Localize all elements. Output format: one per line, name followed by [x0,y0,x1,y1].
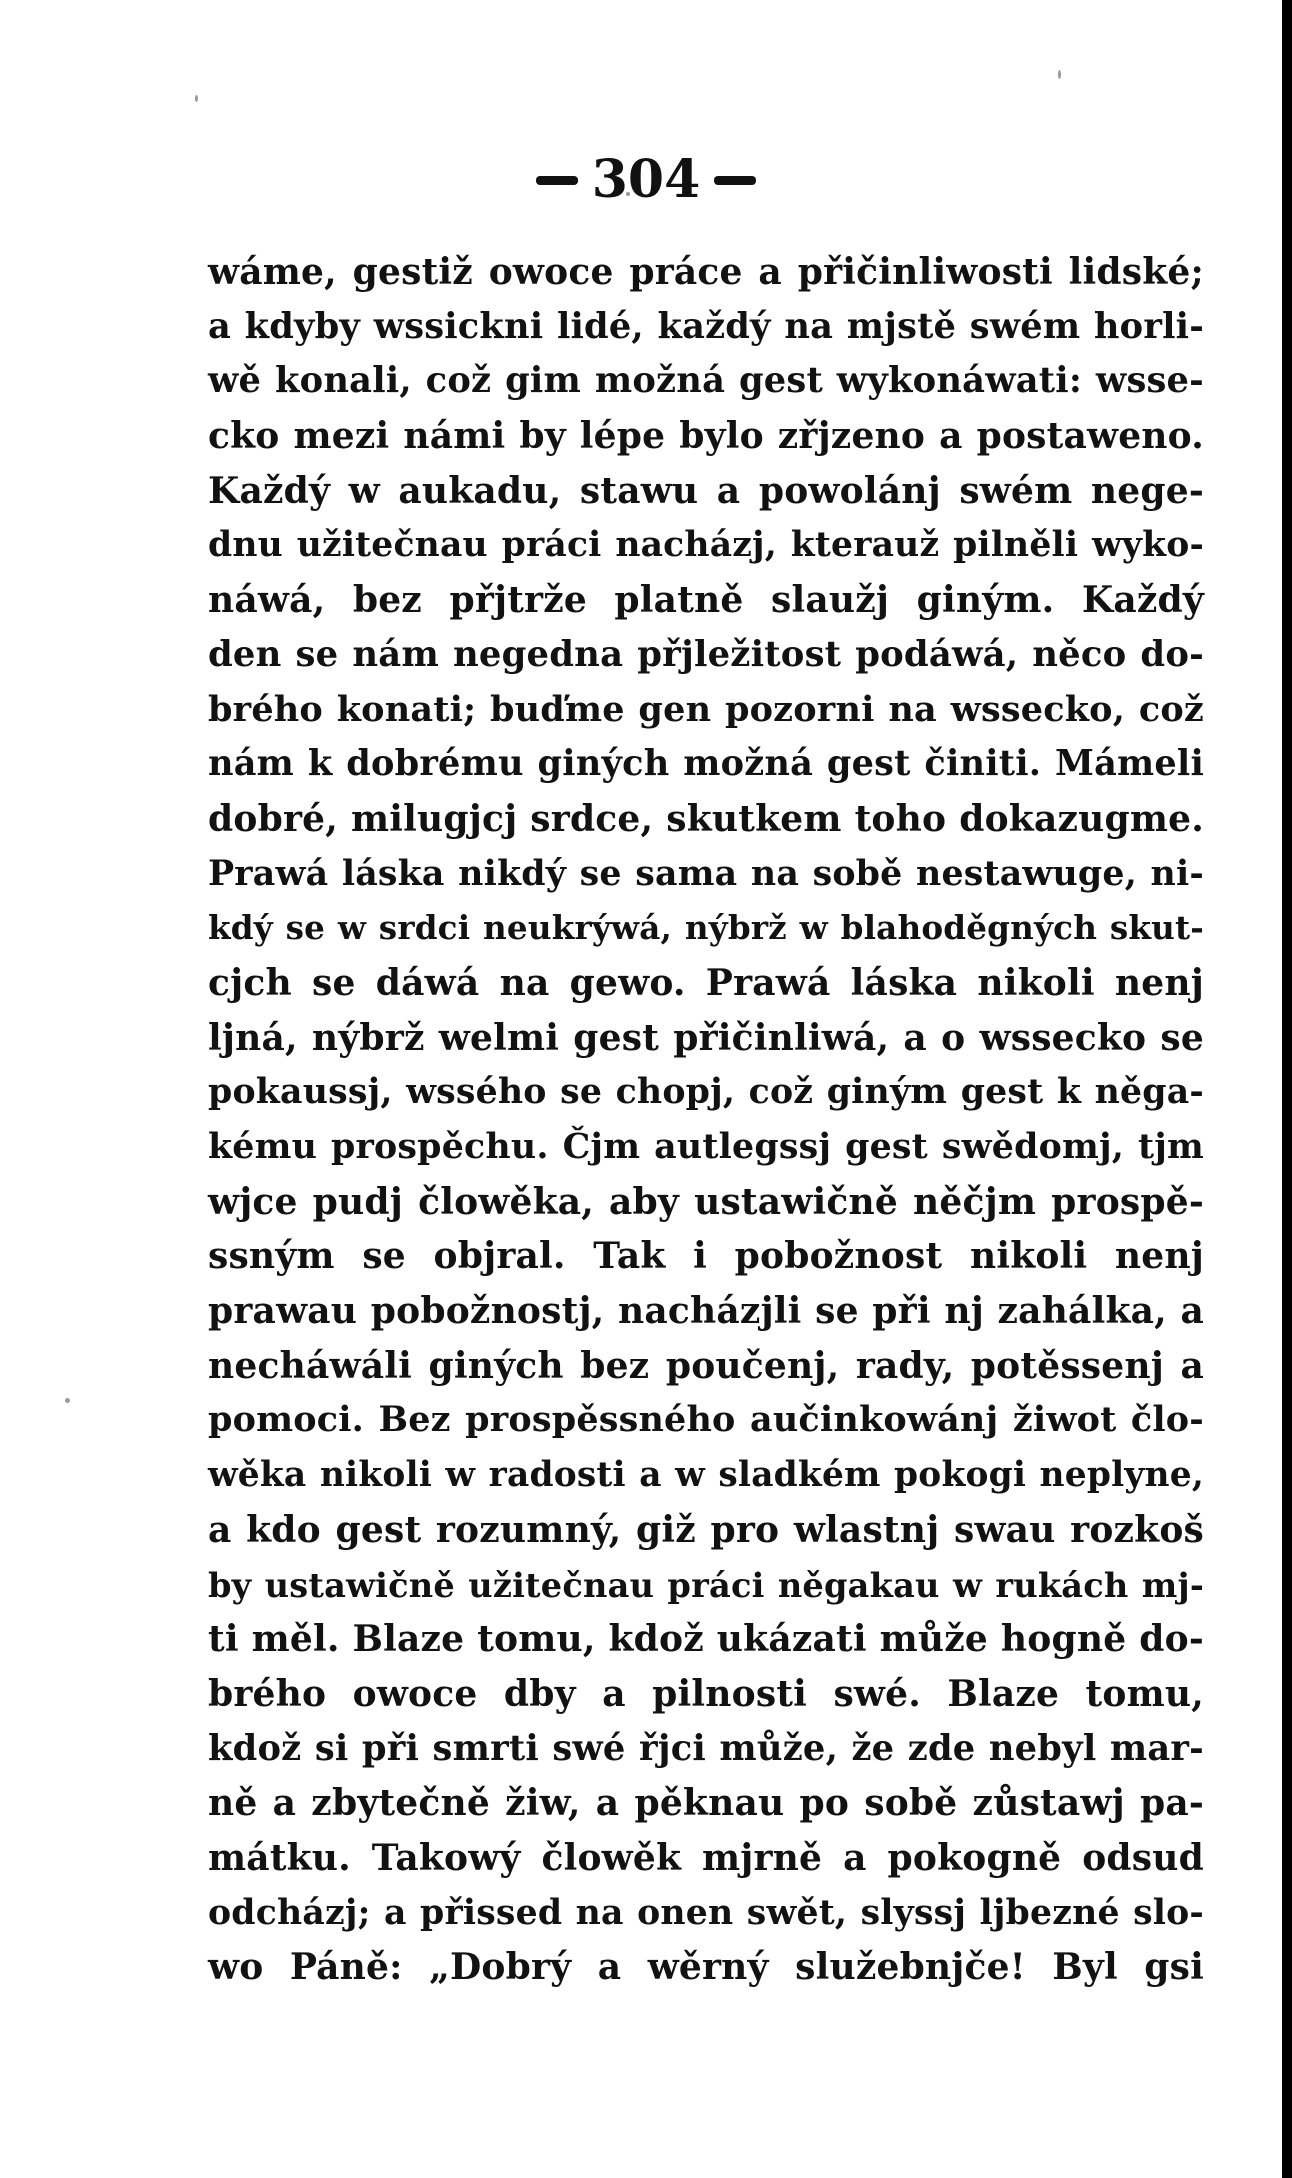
text-line: odcházj; a přissed na onen swět, slyssj ljbezné slo- [208,1891,1204,1933]
text-line: brého konati; buďme gen pozorni na wssecko, což [208,688,1204,730]
paper-speck [195,95,198,102]
text-line: mátku. Takowý člowěk mjrně a pokogně odsud [208,1836,1204,1879]
text-line: necháwáli giných bez poučenj, rady, potěssenj a [208,1344,1204,1387]
text-line: ně a zbytečně žiw, a pěknau po sobě zůstawj pa- [208,1782,1204,1825]
text-line: den se nám negedna přjležitost podáwá, něco do- [208,633,1204,675]
text-line: dnu užitečnau práci nacházj, kterauž pilněli wyko- [208,525,1204,566]
text-line: dobré, milugjcj srdce, skutkem toho dokazugme. [208,797,1204,840]
text-line: a kdyby wssickni lidé, každý na mjstě swém horli- [208,305,1204,347]
folio-dash-left [536,176,578,185]
text-line: Prawá láska nikdý se sama na sobě nestawuge, ni- [208,852,1204,894]
page-number-value: 304 [591,149,701,210]
text-line: kdož si při smrti swé řjci může, že zde nebyl mar- [208,1727,1204,1769]
text-line: by ustawičně užitečnau práci něgakau w rukách mj- [208,1564,1204,1605]
text-line: wě konali, což gim možná gest wykonáwati: wsse- [208,360,1204,402]
paper-speck [1058,70,1061,79]
text-line: ti měl. Blaze tomu, kdož ukázati může hogně do- [208,1618,1204,1661]
text-line: brého owoce dby a pilnosti swé. Blaze tomu, [208,1672,1204,1715]
text-line: ssným se objral. Tak i pobožnost nikoli nenj [208,1235,1204,1278]
text-line: kému prospěchu. Čjm autlegssj gest swědomj, tjm [208,1126,1204,1167]
paper-speck [65,1398,70,1403]
text-line: nám k dobrému giných možná gest činiti. Mámeli [208,743,1204,785]
page-edge-shadow [1282,0,1292,2178]
text-line: pomoci. Bez prospěssného aučinkowánj žiwot člo- [208,1399,1204,1441]
text-line: ljná, nýbrž welmi gest přičinliwá, a o wssecko se [208,1016,1204,1059]
text-line: wjce pudj člowěka, aby ustawičně něčjm prospě- [208,1180,1204,1223]
text-line: wěka nikoli w radosti a w sladkém pokogi neplyne, [208,1455,1204,1496]
text-line: Každý w aukadu, stawu a powolánj swém nege- [208,469,1204,512]
text-line: pokaussj, wssého se chopj, což giným gest k něga- [208,1071,1204,1113]
text-line: cjch se dáwá na gewo. Prawá láska nikoli nenj [208,961,1204,1004]
page-number [0,140,1292,220]
text-line: wo Páně: „Dobrý a wěrný služebnjče! Byl gsi [208,1946,1204,1989]
body-text [208,245,1204,1995]
text-line: wáme, gestiž owoce práce a přičinliwosti lidské; [208,251,1204,293]
text-line: náwá, bez přjtrže platně slaužj giným. Každý [208,579,1204,622]
text-line: prawau pobožnostj, nacházjli se při nj zahálka, a [208,1290,1204,1333]
text-line: a kdo gest rozumný, giž pro wlastnj swau rozkoš [208,1508,1204,1551]
text-line: cko mezi námi by lépe bylo zřjzeno a postaweno. [208,415,1204,458]
folio-dash-right [714,176,756,185]
text-line: kdý se w srdci neukrýwá, nýbrž w blahoděgných skut- [208,908,1204,948]
